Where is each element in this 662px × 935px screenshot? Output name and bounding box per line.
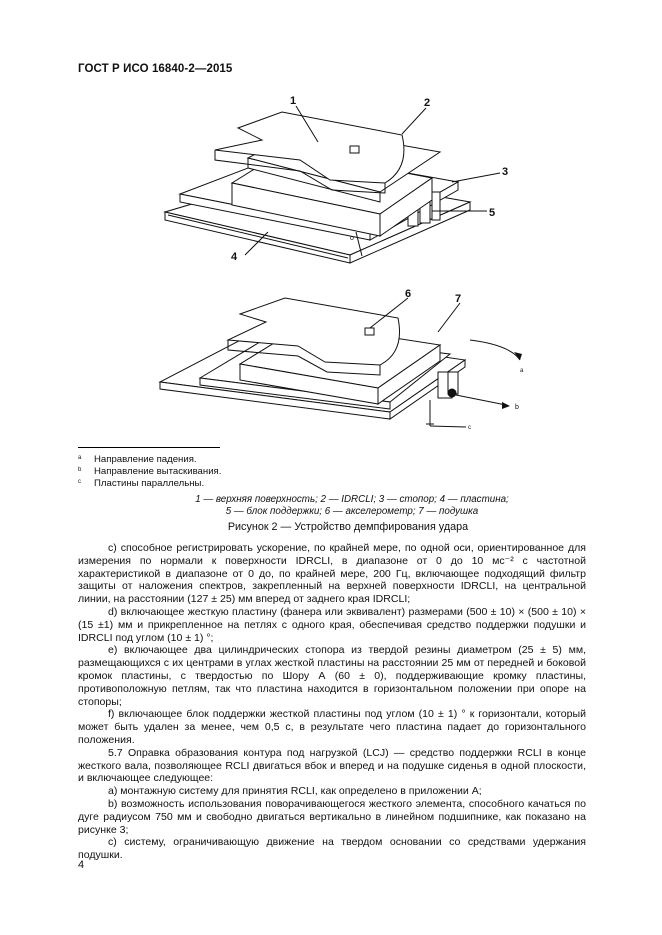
paragraph-e: е) включающее два цилиндрических стопора из твердой резины диаметром (25 ± 5) мм, размещающихся с их центрами в углах жесткой пластины на расстоянии 25 мм от передней и боковой кромок пластины, с твердостью по Шору А (60 ± 0), поддерживающие кромку пластины, противоположную петлям, так что пластина находится в горизонтальном положении при опоре на стопоры; (78, 644, 586, 708)
arrow-label-b: b (515, 404, 519, 411)
body-text (78, 542, 586, 862)
paragraph-d: d) включающее жесткую пластину (фанера или эквивалент) размерами (500 ± 10) × (500 ± 10) × (15 ±1) мм и прикрепленное на петлях с одного края, обеспечивая средство поддержки подушки и IDRCLI под углом (10 ± 1) °; (78, 605, 586, 644)
footnote-b: $^b$ Направление вытаскивания. (78, 466, 222, 477)
page-number: 4 (78, 859, 85, 871)
footnote-a: $^a$ Направление падения. (78, 454, 197, 465)
paragraph-b: b) возможность использования поворачивающегося жесткого элемента, способного качаться по дуге радиусом 750 мм и свободно двигаться вертикально в линейном подшипнике, как показано на рисунке 3; (78, 797, 586, 836)
paragraph-5-7: 5.7 Оправка образования контура под нагрузкой (LCJ) — средство поддержки RCLI в конце жесткого вала, позволяющее RCLI двигаться вбок и вперед и на подушке сиденья в одной плоскости, и включающее следующее: (78, 746, 586, 785)
paragraph-c2: с) систему, ограничивающую движение на твердом основании со средствами удержания подушки. (78, 836, 586, 862)
bottom-assembly-drawing (160, 298, 465, 426)
callout-5: 5 (489, 207, 496, 219)
arrow-label-c: c (468, 425, 471, 431)
top-assembly-drawing (165, 112, 470, 263)
callout-4: 4 (231, 251, 238, 263)
document-header: ГОСТ Р ИСО 16840-2—2015 (78, 63, 233, 75)
paragraph-c: с) способное регистрировать ускорение, по крайней мере, по одной оси, ориентированное для измерения по нормали к поверхности IDRCLI, в диапазоне от 0 до 10 мс⁻² с частотной характеристикой в диапазоне от 0 до, по крайней мере, 200 Гц, включающее подходящий фильтр защиты от наложения спектров, закрепленный на верхней поверхности IDRCLI, на центральной линии, на расстоянии (127 ± 25) мм вперед от заднего края IDRCLI; (78, 542, 586, 606)
callout-2: 2 (424, 97, 431, 109)
figure-legend-line-2: 5 — блок поддержки; 6 — акселерометр; 7 — подушка (225, 506, 479, 517)
callout-7: 7 (455, 293, 462, 305)
figure-legend-line-1: 1 — верхняя поверхность; 2 — IDRCLI; 3 — стопор; 4 — пластина; (195, 494, 509, 505)
arrow-label-a: a (520, 368, 524, 374)
callout-6: 6 (405, 288, 412, 300)
footnote-c: $^c$ Пластины параллельны. (78, 478, 205, 489)
paragraph-f: f) включающее блок поддержки жесткой пластины под углом (10 ± 1) ° к горизонтали, который может быть удален за менее, чем 0,5 с, в результате чего пластина падает до горизонтального положения. (78, 708, 586, 746)
svg-text:о: о (350, 235, 354, 242)
figure-caption: Рисунок 2 — Устройство демпфирования удара (227, 521, 469, 533)
paragraph-a: а) монтажную систему для принятия RCLI, как определено в приложении А; (108, 785, 482, 798)
callout-3: 3 (502, 166, 509, 178)
impact-damping-figure (0, 0, 662, 440)
footnote-rule (78, 447, 220, 448)
callout-1: 1 (290, 95, 297, 107)
